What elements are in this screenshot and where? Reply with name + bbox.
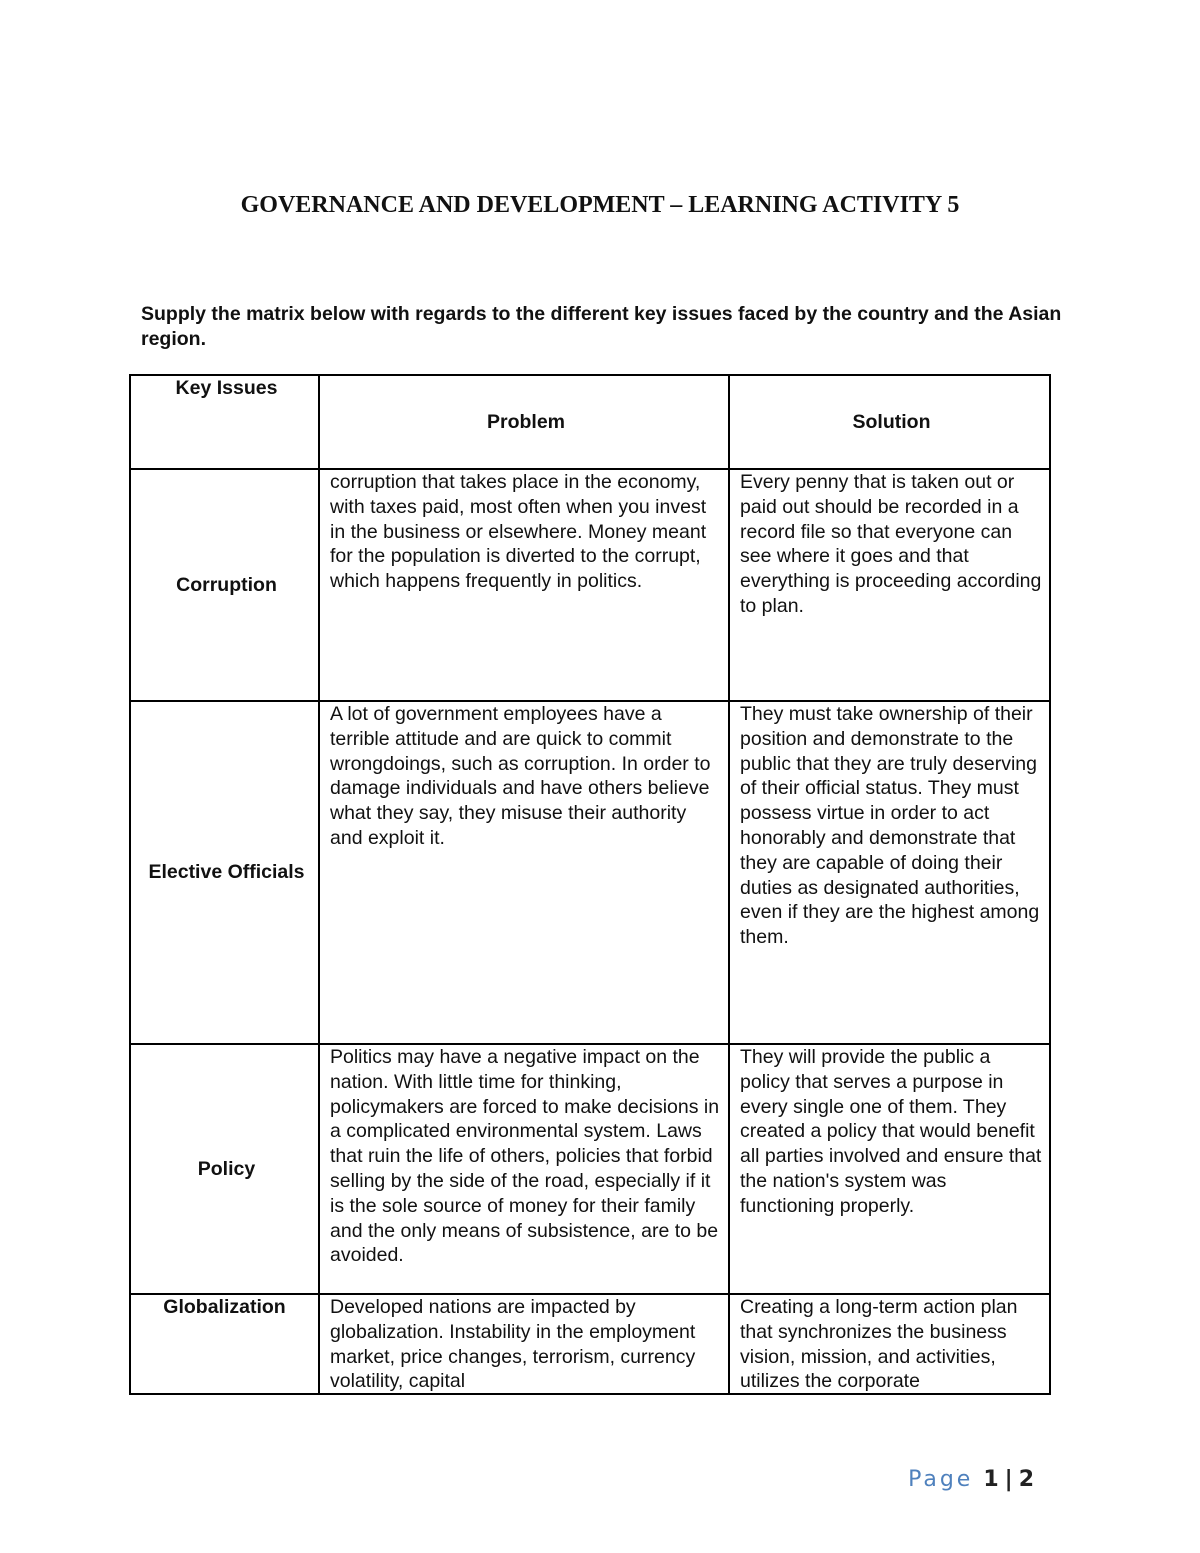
solution-cell: They will provide the public a policy that serves a purpose in every single one of them. They created a policy that would benefit all parties involved and ensure that the nation's system was functioning properly. [729,1044,1050,1294]
problem-text: Developed nations are impacted by globalization. Instability in the employment market, price changes, terrorism, currency volatility, capital [330,1296,696,1393]
key-issues-matrix [129,374,1051,1395]
key-issue-cell: Corruption [130,469,319,701]
table-row [130,1294,1050,1394]
problem-cell: Politics may have a negative impact on the nation. With little time for thinking, policymakers are forced to make decisions in a complicated environmental system. Laws that ruin the life of others, policies that forbid selling by the side of the road, especially if it is the sole source of money for their family and the only means of subsistence, are to be avoided. [319,1044,729,1294]
header-problem: Problem [319,375,729,469]
table-row [130,701,1050,1044]
header-solution: Solution [729,375,1050,469]
table-row [130,469,1050,701]
page-number-footer [908,1467,1034,1492]
table-header-row [130,375,1050,469]
solution-text: Creating a long-term action plan that synchronizes the business vision, mission, and activities, utilizes the corporate [740,1296,1018,1393]
table-row [130,1044,1050,1294]
solution-cell: They must take ownership of their position and demonstrate to the public that they are truly deserving of their official status. They must possess virtue in order to act honorably and demonstrate that they are capable of doing their duties as designated authorities, even if they are the highest among them. [729,701,1050,1044]
solution-cell [729,1294,1050,1394]
key-issue-cell: Policy [130,1044,319,1294]
key-issue-text: Globalization [163,1296,286,1318]
header-key-issues: Key Issues [130,375,319,469]
total-pages-number: 2 [1018,1467,1034,1492]
solution-cell: Every penny that is taken out or paid out should be recorded in a record file so that everyone can see where it goes and that everything is proceeding according to plan. [729,469,1050,701]
problem-cell: corruption that takes place in the economy, with taxes paid, most often when you invest in the business or elsewhere. Money meant for the population is diverted to the corrupt, which happens frequently in politics. [319,469,729,701]
problem-cell [319,1294,729,1394]
instructions-text: Supply the matrix below with regards to the different key issues faced by the country and the Asian region. [141,303,1062,350]
page-label: Page [908,1467,974,1492]
key-issue-cell [130,1294,319,1394]
page-separator: | [1004,1467,1013,1492]
document-title: GOVERNANCE AND DEVELOPMENT – LEARNING ACTIVITY 5 [240,192,960,218]
key-issue-cell: Elective Officials [130,701,319,1044]
problem-cell: A lot of government employees have a terrible attitude and are quick to commit wrongdoings, such as corruption. In order to damage individuals and have others believe what they say, they misuse their authority and exploit it. [319,701,729,1044]
current-page-number: 1 [983,1467,999,1492]
